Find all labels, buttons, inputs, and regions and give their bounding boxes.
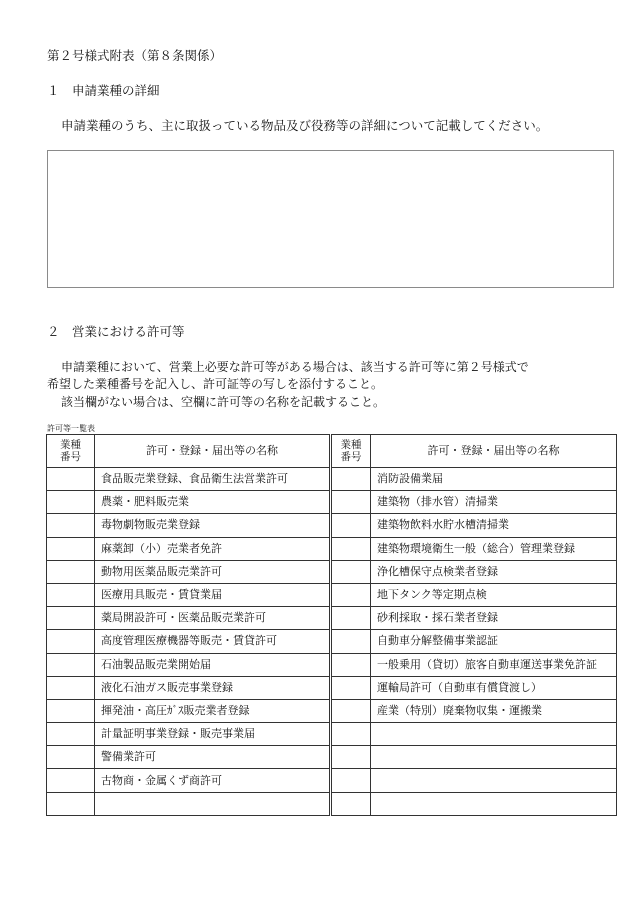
section2-paragraph-line3: 該当欄がない場合は、空欄に許可等の名称を記載すること。 bbox=[61, 395, 386, 409]
right-permit-name: 浄化槽保守点検業者登録 bbox=[371, 560, 617, 583]
right-number-cell[interactable] bbox=[331, 468, 371, 491]
permits-table bbox=[46, 434, 617, 816]
left-number-cell[interactable] bbox=[47, 699, 95, 722]
right-permit-name bbox=[371, 792, 617, 815]
left-permit-name: 毒物劇物販売業登録 bbox=[95, 514, 331, 537]
right-permit-name: 運輸局許可（自動車有償貸渡し） bbox=[371, 676, 617, 699]
right-permit-name: 建築物環境衛生一般（総合）管理業登録 bbox=[371, 537, 617, 560]
right-number-header bbox=[331, 435, 371, 468]
left-number-cell[interactable] bbox=[47, 676, 95, 699]
right-number-cell[interactable] bbox=[331, 653, 371, 676]
section2-heading: ２ 営業における許可等 bbox=[47, 324, 185, 339]
left-permit-name: 警備業許可 bbox=[95, 746, 331, 769]
right-number-cell[interactable] bbox=[331, 491, 371, 514]
table-row bbox=[47, 653, 617, 676]
left-permit-name: 食品販売業登録、食品衛生法営業許可 bbox=[95, 468, 331, 491]
right-number-cell[interactable] bbox=[331, 676, 371, 699]
table-row bbox=[47, 746, 617, 769]
section2-paragraph-line1: 申請業種において、営業上必要な許可等がある場合は、該当する許可等に第２号様式で bbox=[61, 360, 529, 374]
left-permit-name bbox=[95, 792, 331, 815]
number-header-line1: 業種 bbox=[340, 439, 362, 451]
right-permit-name: 自動車分解整備事業認証 bbox=[371, 630, 617, 653]
right-number-cell[interactable] bbox=[331, 723, 371, 746]
right-permit-name bbox=[371, 746, 617, 769]
left-number-cell[interactable] bbox=[47, 583, 95, 606]
right-permit-name: 一般乗用（貸切）旅客自動車運送事業免許証 bbox=[371, 653, 617, 676]
number-header-line2: 番号 bbox=[340, 451, 362, 463]
number-header-line2: 番号 bbox=[60, 451, 81, 463]
left-number-cell[interactable] bbox=[47, 514, 95, 537]
left-name-header: 許可・登録・届出等の名称 bbox=[95, 435, 331, 468]
right-permit-name bbox=[371, 723, 617, 746]
left-number-cell[interactable] bbox=[47, 537, 95, 560]
left-number-cell[interactable] bbox=[47, 630, 95, 653]
number-header-line1: 業種 bbox=[60, 439, 81, 451]
table-row bbox=[47, 607, 617, 630]
left-number-header bbox=[47, 435, 95, 468]
left-number-cell[interactable] bbox=[47, 746, 95, 769]
table-row bbox=[47, 723, 617, 746]
business-detail-input-box[interactable] bbox=[47, 150, 614, 288]
left-permit-name: 薬局開設許可・医薬品販売業許可 bbox=[95, 607, 331, 630]
table-row bbox=[47, 560, 617, 583]
right-number-cell[interactable] bbox=[331, 560, 371, 583]
right-number-cell[interactable] bbox=[331, 607, 371, 630]
left-permit-name: 石油製品販売業開始届 bbox=[95, 653, 331, 676]
right-number-cell[interactable] bbox=[331, 699, 371, 722]
left-permit-name: 液化石油ガス販売事業登録 bbox=[95, 676, 331, 699]
table-row bbox=[47, 792, 617, 815]
left-permit-name: 計量証明事業登録・販売事業届 bbox=[95, 723, 331, 746]
table-row bbox=[47, 491, 617, 514]
form-title: 第２号様式附表（第８条関係） bbox=[47, 48, 223, 63]
right-permit-name bbox=[371, 769, 617, 792]
left-number-cell[interactable] bbox=[47, 769, 95, 792]
left-number-cell[interactable] bbox=[47, 560, 95, 583]
table-caption: 許可等一覧表 bbox=[47, 424, 95, 433]
section1-instruction: 申請業種のうち、主に取扱っている物品及び役務等の詳細について記載してください。 bbox=[61, 118, 549, 133]
right-number-cell[interactable] bbox=[331, 769, 371, 792]
left-permit-name: 動物用医薬品販売業許可 bbox=[95, 560, 331, 583]
table-row bbox=[47, 537, 617, 560]
right-number-cell[interactable] bbox=[331, 514, 371, 537]
right-number-cell[interactable] bbox=[331, 583, 371, 606]
left-permit-name: 揮発油・高圧ｶﾞｽ販売業者登録 bbox=[95, 699, 331, 722]
left-permit-name: 高度管理医療機器等販売・賃貸許可 bbox=[95, 630, 331, 653]
left-number-cell[interactable] bbox=[47, 792, 95, 815]
right-number-cell[interactable] bbox=[331, 630, 371, 653]
left-number-cell[interactable] bbox=[47, 607, 95, 630]
left-permit-name: 古物商・金属くず商許可 bbox=[95, 769, 331, 792]
left-number-cell[interactable] bbox=[47, 468, 95, 491]
table-header-row bbox=[47, 435, 617, 468]
table-row bbox=[47, 583, 617, 606]
left-permit-name: 麻薬卸（小）売業者免許 bbox=[95, 537, 331, 560]
section1-heading: １ 申請業種の詳細 bbox=[47, 83, 160, 98]
right-permit-name: 産業（特別）廃棄物収集・運搬業 bbox=[371, 699, 617, 722]
left-number-cell[interactable] bbox=[47, 723, 95, 746]
left-number-cell[interactable] bbox=[47, 653, 95, 676]
right-permit-name: 建築物（排水管）清掃業 bbox=[371, 491, 617, 514]
right-permit-name: 地下タンク等定期点検 bbox=[371, 583, 617, 606]
table-row bbox=[47, 699, 617, 722]
table-row bbox=[47, 769, 617, 792]
right-number-cell[interactable] bbox=[331, 746, 371, 769]
right-permit-name: 砂利採取・採石業者登録 bbox=[371, 607, 617, 630]
right-name-header: 許可・登録・届出等の名称 bbox=[371, 435, 617, 468]
right-permit-name: 建築物飲料水貯水槽清掃業 bbox=[371, 514, 617, 537]
table-row bbox=[47, 630, 617, 653]
table-row bbox=[47, 676, 617, 699]
right-number-cell[interactable] bbox=[331, 792, 371, 815]
left-number-cell[interactable] bbox=[47, 491, 95, 514]
left-permit-name: 医療用具販売・賃貸業届 bbox=[95, 583, 331, 606]
left-permit-name: 農薬・肥料販売業 bbox=[95, 491, 331, 514]
right-permit-name: 消防設備業届 bbox=[371, 468, 617, 491]
right-number-cell[interactable] bbox=[331, 537, 371, 560]
section2-paragraph-line2: 希望した業種番号を記入し、許可証等の写しを添付すること。 bbox=[47, 377, 384, 391]
table-row bbox=[47, 468, 617, 491]
table-row bbox=[47, 514, 617, 537]
